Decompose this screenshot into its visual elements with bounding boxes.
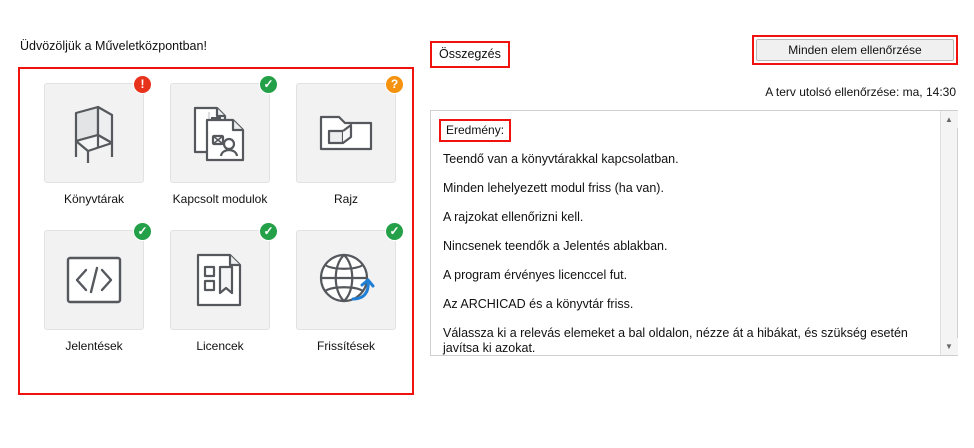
tile-libraries-box[interactable] [44, 77, 145, 183]
tile-libraries-label: Könyvtárak [63, 192, 125, 206]
badge-glyph: ✓ [137, 224, 148, 238]
scroll-up-icon[interactable]: ▲ [941, 111, 958, 128]
result-line: A program érvényes licenccel fut. [443, 268, 628, 282]
badge-glyph: ✓ [263, 77, 274, 91]
code-report-icon [62, 252, 126, 308]
result-scrollbar[interactable] [940, 111, 957, 355]
result-line: Minden lehelyezett modul friss (ha van). [443, 181, 664, 195]
tile-linked-modules[interactable] [160, 77, 280, 226]
tile-linked-modules-box[interactable] [170, 77, 274, 183]
globe-update-icon [315, 249, 377, 311]
result-content [431, 111, 940, 355]
result-heading: Eredmény: [439, 119, 511, 142]
result-line: Az ARCHICAD és a könyvtár friss. [443, 297, 634, 311]
result-lines [439, 152, 926, 355]
result-line: A rajzokat ellenőrizni kell. [443, 210, 584, 224]
badge-glyph: ✓ [389, 224, 400, 238]
page-title: Üdvözöljük a Műveletközpontban! [20, 39, 207, 53]
tile-libraries[interactable] [34, 77, 154, 226]
tile-updates-box[interactable] [296, 224, 400, 330]
linked-modules-icon [187, 100, 253, 166]
license-book-icon [190, 249, 250, 311]
tile-drawing-box[interactable] [296, 77, 399, 183]
tile-updates[interactable] [286, 224, 406, 373]
tiles-panel [18, 67, 414, 395]
chair-icon [62, 101, 126, 165]
tile-libraries-status-badge [133, 75, 152, 94]
tile-reports[interactable] [34, 224, 154, 373]
tiles-grid [34, 77, 406, 373]
tile-linked-modules-label: Kapcsolt modulok [172, 192, 268, 206]
tile-updates-label: Frissítések [316, 339, 375, 353]
tile-updates-status-badge [385, 222, 404, 241]
tile-reports-box[interactable] [44, 224, 148, 330]
summary-heading: Összegzés [430, 41, 510, 68]
tile-drawing-status-badge [385, 75, 404, 94]
badge-glyph: ✓ [263, 224, 274, 238]
result-line: Nincsenek teendők a Jelentés ablakban. [443, 239, 668, 253]
tile-licenses-status-badge [259, 222, 278, 241]
tile-reports-status-badge [133, 222, 152, 241]
result-line: Teendő van a könyvtárakkal kapcsolatban. [443, 152, 679, 166]
result-line: Válassza ki a relevás elemeket a bal oldalon, nézze át a hibákat, és szükség esetén javítsa ki azokat. [443, 326, 908, 355]
tile-drawing[interactable] [286, 77, 406, 226]
check-all-highlight [752, 35, 958, 65]
tile-licenses-box[interactable] [170, 224, 274, 330]
badge-glyph: ! [140, 77, 145, 91]
scroll-down-icon[interactable]: ▼ [941, 338, 958, 355]
tile-licenses[interactable] [160, 224, 280, 373]
drawing-folder-icon [313, 103, 379, 163]
tile-reports-label: Jelentések [65, 339, 123, 353]
result-panel [430, 110, 958, 356]
badge-glyph: ? [390, 77, 399, 91]
check-all-button[interactable]: Minden elem ellenőrzése [756, 39, 954, 61]
tile-drawing-label: Rajz [333, 192, 358, 206]
tile-licenses-label: Licencek [196, 339, 244, 353]
tile-linked-modules-status-badge [259, 75, 278, 94]
last-check-text: A terv utolsó ellenőrzése: ma, 14:30 [765, 85, 956, 99]
